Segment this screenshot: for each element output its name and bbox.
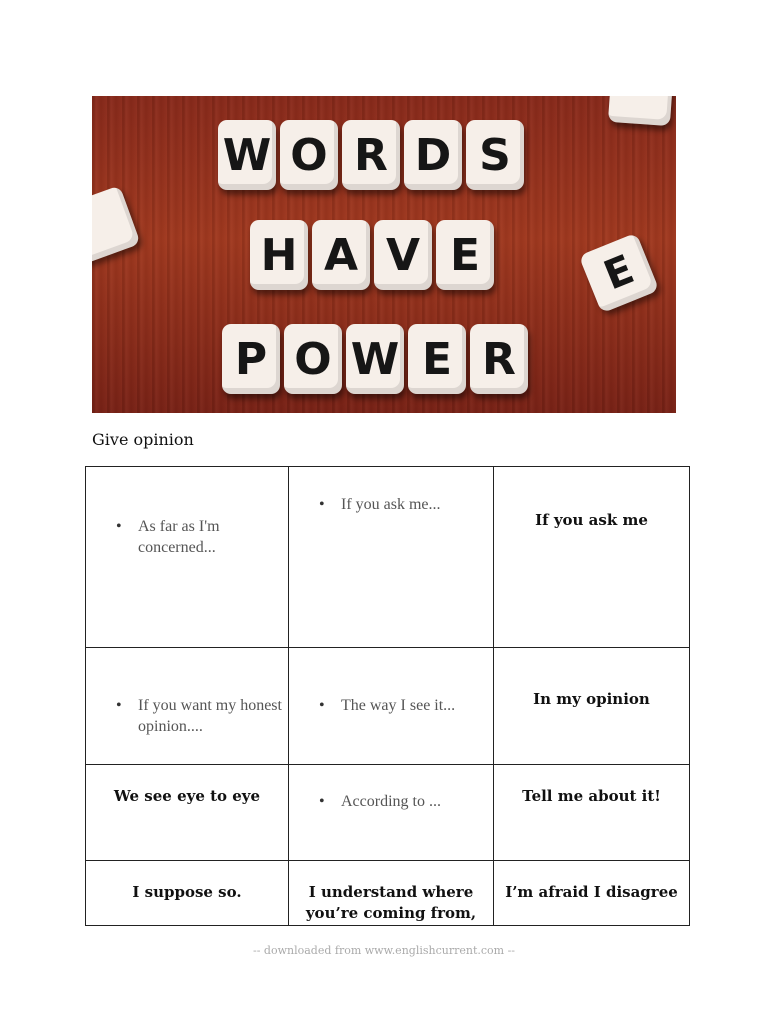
letter-tile: O [280, 120, 338, 190]
phrase-cell [289, 861, 494, 926]
phrase-text: I understand where you’re coming from, [305, 883, 477, 922]
phrase-cell [86, 765, 289, 861]
phrase-text: • If you ask me... [341, 494, 491, 515]
tile-row-words [218, 120, 524, 190]
table-row [86, 765, 690, 861]
phrase-cell [494, 648, 690, 765]
phrase-cell [494, 467, 690, 648]
phrase-cell [86, 648, 289, 765]
letter-tile: E [408, 324, 466, 394]
phrase-cell [494, 861, 690, 926]
phrase-cell [289, 467, 494, 648]
table-row [86, 467, 690, 648]
download-footer: -- downloaded from www.englishcurrent.com -- [252, 944, 516, 957]
letter-tile: V [374, 220, 432, 290]
letter-tile: D [404, 120, 462, 190]
words-have-power-image [92, 96, 676, 413]
phrase-cell [86, 861, 289, 926]
phrase-text: In my opinion [533, 690, 650, 708]
letter-tile: R [470, 324, 528, 394]
phrase-text: • The way I see it... [341, 695, 491, 716]
phrase-cell [494, 765, 690, 861]
phrase-cell [86, 467, 289, 648]
partial-tile-left [92, 185, 141, 264]
letter-tile: H [250, 220, 308, 290]
phrase-text: • According to ... [341, 791, 491, 812]
phrase-cell [289, 648, 494, 765]
phrase-grid [85, 466, 690, 926]
letter-tile: A [312, 220, 370, 290]
table-row [86, 648, 690, 765]
phrase-text: • If you want my honest opinion.... [138, 695, 288, 737]
phrase-text: We see eye to eye [113, 787, 261, 805]
phrase-text: • As far as I'm concerned... [138, 516, 288, 558]
stray-letter-tile: E [579, 233, 660, 314]
phrase-text: Tell me about it! [522, 787, 661, 805]
phrase-text: If you ask me [535, 511, 648, 529]
letter-tile: S [466, 120, 524, 190]
table-row [86, 861, 690, 926]
section-heading: Give opinion [92, 430, 194, 449]
phrase-text: I’m afraid I disagree [505, 883, 678, 901]
letter-tile: P [222, 324, 280, 394]
letter-tile: W [218, 120, 276, 190]
letter-tile: R [342, 120, 400, 190]
letter-tile: W [346, 324, 404, 394]
phrase-cell [289, 765, 494, 861]
letter-tile: E [436, 220, 494, 290]
letter-tile: O [284, 324, 342, 394]
tile-row-power [222, 324, 528, 394]
phrase-text: I suppose so. [132, 883, 242, 901]
partial-tile-top-right [608, 96, 674, 126]
tile-row-have [250, 220, 494, 290]
